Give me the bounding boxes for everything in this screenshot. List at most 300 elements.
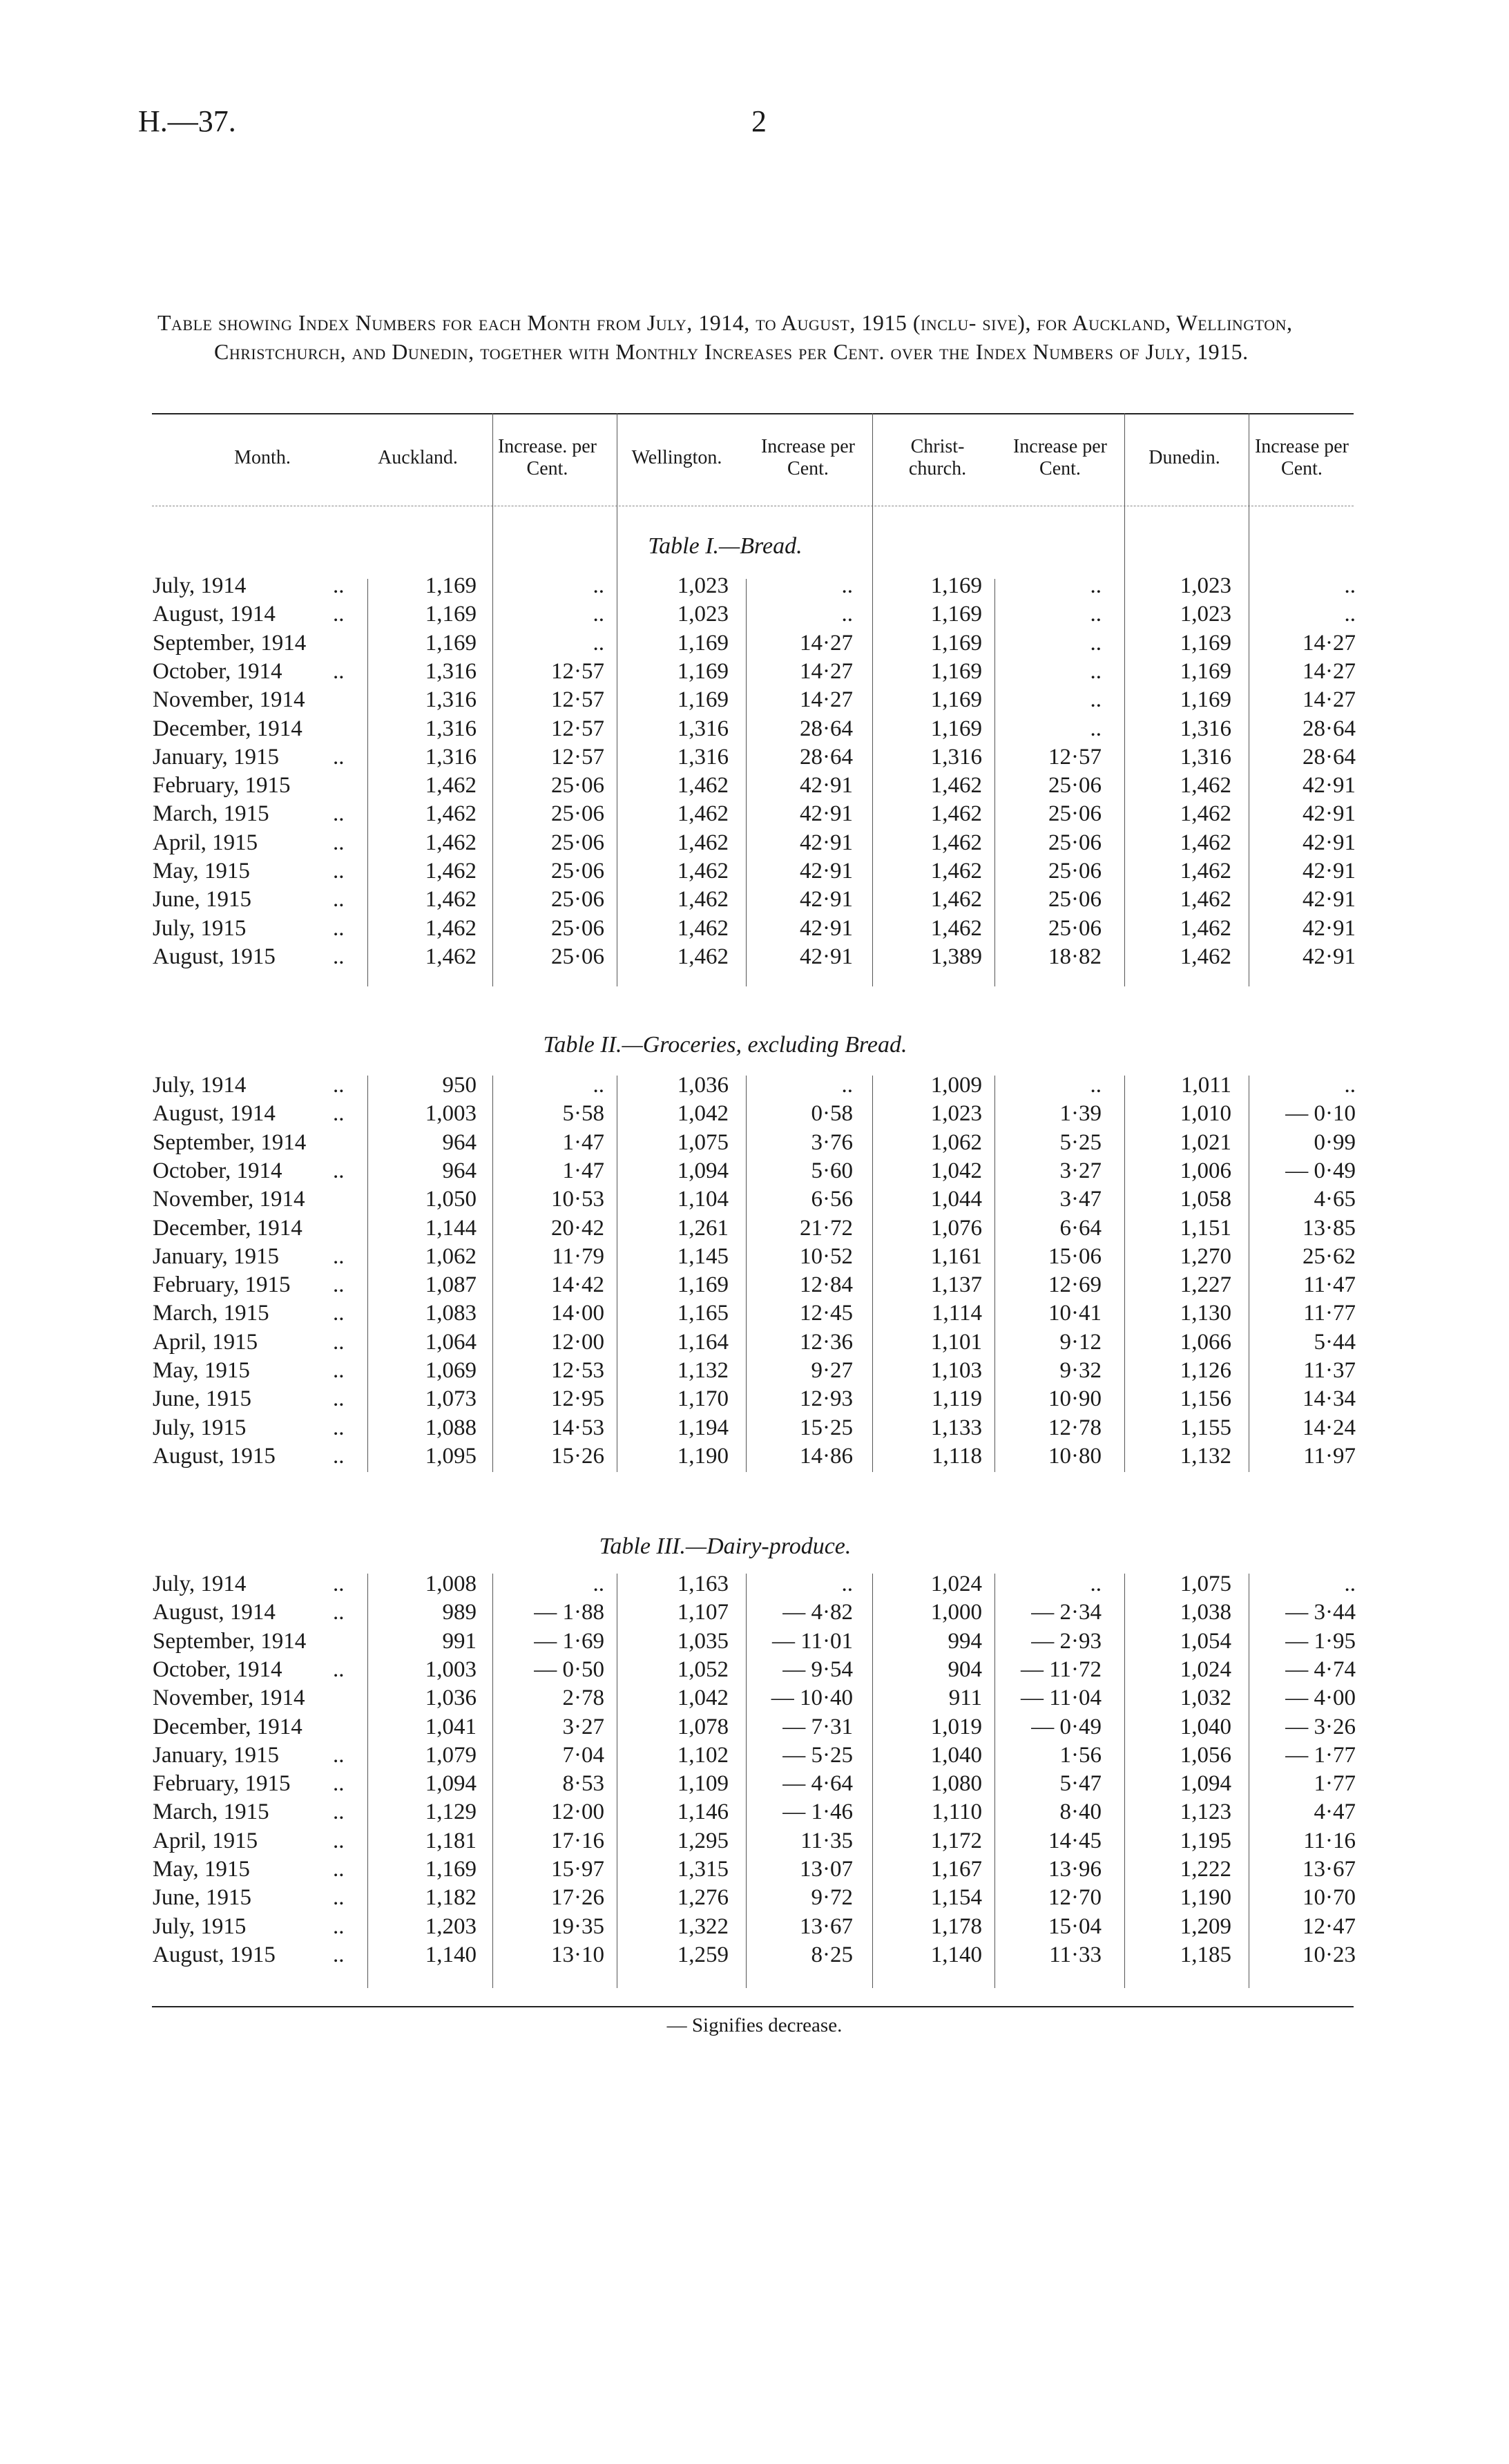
leader-dots: .. [333,1158,345,1183]
wellington-increase: — 7·31 [782,1714,853,1739]
dunedin-increase: 42·91 [1303,944,1356,969]
column-header-christchurch: Christ- church. [908,436,967,479]
table-row [0,1657,1509,1685]
auckland-increase: 12·00 [551,1799,604,1825]
wellington-increase: .. [841,1572,853,1596]
christchurch-value: 1,462 [930,915,982,941]
wellington-increase: .. [841,1073,853,1098]
auckland-value: 1,003 [425,1101,477,1127]
auckland-increase: 25·06 [551,830,604,855]
wellington-increase: 12·45 [800,1301,853,1326]
auckland-increase: 2·78 [562,1685,604,1711]
auckland-increase: 14·00 [551,1301,604,1326]
auckland-value: 1,087 [425,1272,477,1298]
month-cell: August, 1915 [153,944,276,969]
auckland-value: 964 [442,1158,477,1183]
christchurch-value: 1,462 [930,830,982,855]
wellington-value: 1,462 [677,915,729,941]
wellington-increase: 9·72 [811,1885,853,1911]
auckland-increase: 14·42 [551,1272,604,1298]
dunedin-value: 1,222 [1180,1857,1231,1882]
month-cell: July, 1914 [153,573,247,598]
dunedin-value: 1,032 [1180,1685,1231,1711]
dunedin-value: 1,316 [1180,716,1231,741]
leader-dots: .. [333,1799,345,1825]
auckland-increase: 25·06 [551,915,604,941]
wellington-value: 1,163 [677,1572,729,1596]
dunedin-increase: 25·62 [1303,1243,1356,1269]
christchurch-value: 1,118 [931,1443,982,1469]
auckland-value: 1,169 [425,602,477,627]
dunedin-increase: 11·77 [1303,1301,1356,1326]
table-row [0,573,1509,602]
dunedin-value: 1,010 [1180,1101,1231,1127]
christchurch-increase: — 11·72 [1020,1656,1102,1682]
leader-dots: .. [333,1272,345,1298]
christchurch-increase: .. [1090,716,1102,741]
auckland-increase: 25·06 [551,859,604,884]
auckland-value: 1,462 [425,859,477,884]
dunedin-value: 1,195 [1180,1828,1231,1853]
dunedin-increase: .. [1344,1073,1356,1098]
dunedin-increase: 42·91 [1303,830,1356,855]
wellington-increase: 14·27 [800,687,853,713]
christchurch-increase: 13·96 [1048,1857,1102,1882]
dunedin-increase: 42·91 [1303,887,1356,913]
auckland-increase: .. [593,573,604,598]
dunedin-increase: .. [1344,573,1356,598]
dunedin-increase: — 4·74 [1285,1656,1356,1682]
christchurch-value: 1,140 [930,1942,982,1967]
wellington-increase: 14·27 [800,658,853,684]
dunedin-value: 1,209 [1180,1913,1231,1939]
dunedin-value: 1,126 [1180,1358,1231,1383]
table-row [0,1857,1509,1885]
christchurch-increase: 18·82 [1048,944,1102,969]
auckland-increase: 15·97 [551,1857,604,1882]
christchurch-value: 1,062 [930,1129,982,1155]
dunedin-value: 1,066 [1180,1329,1231,1355]
dunedin-value: 1,023 [1180,602,1231,627]
dunedin-value: 1,056 [1180,1742,1231,1768]
christchurch-value: 1,023 [930,1101,982,1127]
table-row [0,716,1509,745]
auckland-value: 1,050 [425,1187,477,1212]
auckland-value: 1,036 [425,1685,477,1711]
auckland-increase: 25·06 [551,887,604,913]
table-row [0,1885,1509,1913]
wellington-value: 1,036 [677,1073,729,1098]
wellington-increase: 42·91 [800,915,853,941]
dunedin-value: 1,316 [1180,744,1231,770]
table-row [0,1272,1509,1301]
table-row [0,916,1509,944]
leader-dots: .. [333,602,345,627]
leader-dots: .. [333,1301,345,1326]
column-header-dunedin: Dunedin. [1148,447,1220,468]
wellington-increase: — 4·64 [782,1771,853,1797]
table-row [0,1301,1509,1329]
table-row [0,1914,1509,1942]
christchurch-increase: 10·41 [1048,1301,1102,1326]
table-row [0,1101,1509,1129]
month-cell: May, 1915 [153,1358,250,1383]
dunedin-value: 1,094 [1180,1771,1231,1797]
table-row [0,1444,1509,1472]
month-cell: July, 1915 [153,1913,247,1939]
leader-dots: .. [333,1243,345,1269]
wellington-value: 1,462 [677,944,729,969]
column-header-month: Month. [234,447,291,468]
christchurch-value: 1,167 [930,1857,982,1882]
auckland-value: 1,064 [425,1329,477,1355]
column-header-christchurch-pct: Increase per Cent. [1012,436,1107,479]
dunedin-increase: 13·67 [1303,1857,1356,1882]
wellington-value: 1,194 [677,1415,729,1440]
leader-dots: .. [333,801,345,827]
dunedin-value: 1,462 [1180,915,1231,941]
wellington-increase: 42·91 [800,830,853,855]
christchurch-increase: 6·64 [1059,1215,1102,1241]
wellington-value: 1,322 [677,1913,729,1939]
christchurch-value: 1,178 [930,1913,982,1939]
auckland-increase: 7·04 [562,1742,604,1768]
month-cell: March, 1915 [153,1799,269,1825]
dunedin-increase: 28·64 [1303,716,1356,741]
auckland-increase: 25·06 [551,801,604,827]
dunedin-increase: 4·65 [1314,1187,1356,1212]
month-cell: December, 1914 [153,716,302,741]
wellington-value: 1,190 [677,1443,729,1469]
christchurch-increase: 10·80 [1048,1443,1102,1469]
auckland-value: 1,088 [425,1415,477,1440]
christchurch-value: 911 [948,1685,982,1711]
christchurch-value: 1,009 [930,1073,982,1098]
month-cell: March, 1915 [153,1301,269,1326]
christchurch-increase: — 0·49 [1031,1714,1102,1739]
leader-dots: .. [333,1600,345,1625]
auckland-value: 1,462 [425,887,477,913]
auckland-value: 1,079 [425,1742,477,1768]
auckland-value: 1,062 [425,1243,477,1269]
leader-dots: .. [333,915,345,941]
month-cell: July, 1914 [153,1073,247,1098]
dunedin-value: 1,058 [1180,1187,1231,1212]
christchurch-value: 1,137 [930,1272,982,1298]
leader-dots: .. [333,1857,345,1882]
wellington-value: 1,169 [677,687,729,713]
auckland-increase: 11·79 [552,1243,604,1269]
month-cell: April, 1915 [153,830,258,855]
christchurch-increase: .. [1090,687,1102,713]
christchurch-value: 1,169 [930,687,982,713]
month-cell: May, 1915 [153,859,250,884]
dunedin-increase: 11·47 [1303,1272,1356,1298]
christchurch-increase: 25·06 [1048,801,1102,827]
auckland-increase: 14·53 [551,1415,604,1440]
wellington-increase: 28·64 [800,744,853,770]
auckland-increase: 12·57 [551,716,604,741]
auckland-value: 1,003 [425,1656,477,1682]
table-row [0,1130,1509,1158]
dunedin-increase: .. [1344,602,1356,627]
dunedin-value: 1,462 [1180,944,1231,969]
dunedin-value: 1,023 [1180,573,1231,598]
wellington-increase: — 10·40 [771,1685,853,1711]
christchurch-increase: 25·06 [1048,773,1102,799]
auckland-value: 989 [442,1600,477,1625]
christchurch-value: 1,024 [930,1572,982,1596]
wellington-increase: 0·58 [811,1101,853,1127]
table-row [0,801,1509,830]
auckland-increase: — 1·69 [534,1628,604,1654]
table-row [0,1743,1509,1771]
auckland-increase: 17·26 [551,1885,604,1911]
wellington-value: 1,107 [677,1600,729,1625]
christchurch-value: 1,316 [930,744,982,770]
dunedin-increase: — 0·10 [1285,1101,1356,1127]
christchurch-value: 1,462 [930,801,982,827]
column-header-auckland-pct: Increase. per Cent. [497,436,597,479]
dunedin-increase: 42·91 [1303,859,1356,884]
christchurch-value: 1,040 [930,1742,982,1768]
christchurch-value: 1,169 [930,573,982,598]
month-cell: May, 1915 [153,1857,250,1882]
leader-dots: .. [333,744,345,770]
dunedin-increase: — 0·49 [1285,1158,1356,1183]
header-top-rule [152,413,1354,414]
month-cell: August, 1915 [153,1443,276,1469]
table-row [0,1187,1509,1215]
table-row [0,687,1509,716]
dunedin-increase: 42·91 [1303,915,1356,941]
auckland-value: 1,182 [425,1885,477,1911]
wellington-value: 1,132 [677,1358,729,1383]
wellington-increase: — 1·46 [782,1799,853,1825]
table-row [0,602,1509,630]
christchurch-increase: 3·27 [1059,1158,1102,1183]
auckland-value: 1,462 [425,944,477,969]
wellington-value: 1,276 [677,1885,729,1911]
auckland-value: 950 [442,1073,477,1098]
christchurch-value: 1,110 [931,1799,982,1825]
month-cell: September, 1914 [153,630,307,656]
wellington-increase: 13·07 [800,1857,853,1882]
dunedin-value: 1,021 [1180,1129,1231,1155]
christchurch-increase: 12·57 [1048,744,1102,770]
christchurch-value: 994 [948,1628,982,1654]
wellington-increase: 12·36 [800,1329,853,1355]
wellington-increase: — 9·54 [782,1656,853,1682]
wellington-value: 1,052 [677,1656,729,1682]
wellington-value: 1,462 [677,773,729,799]
dunedin-value: 1,169 [1180,687,1231,713]
dunedin-value: 1,462 [1180,830,1231,855]
table-row [0,830,1509,859]
leader-dots: .. [333,1572,345,1596]
document-reference: H.—37. [138,104,236,138]
table-row [0,1158,1509,1187]
dunedin-value: 1,024 [1180,1656,1231,1682]
dunedin-value: 1,155 [1180,1415,1231,1440]
month-cell: August, 1914 [153,1600,276,1625]
christchurch-increase: .. [1090,1572,1102,1596]
month-cell: December, 1914 [153,1215,302,1241]
wellington-increase: 10·52 [800,1243,853,1269]
column-header-wellington: Wellington. [631,447,722,468]
auckland-increase: 25·06 [551,944,604,969]
wellington-value: 1,316 [677,744,729,770]
wellington-value: 1,094 [677,1158,729,1183]
christchurch-increase: .. [1090,1073,1102,1098]
table-row [0,887,1509,915]
table-row [0,944,1509,973]
leader-dots: .. [333,1771,345,1797]
leader-dots: .. [333,944,345,969]
month-cell: September, 1914 [153,1628,307,1654]
dunedin-increase: 12·47 [1303,1913,1356,1939]
table-row [0,1330,1509,1358]
wellington-increase: 42·91 [800,859,853,884]
dunedin-increase: 14·27 [1303,658,1356,684]
table-row [0,1629,1509,1657]
leader-dots: .. [333,1885,345,1911]
month-cell: April, 1915 [153,1828,258,1853]
auckland-value: 1,169 [425,1857,477,1882]
leader-dots: .. [333,859,345,884]
christchurch-increase: 12·78 [1048,1415,1102,1440]
christchurch-value: 1,044 [930,1187,982,1212]
christchurch-increase: 11·33 [1049,1942,1102,1967]
table-row [0,1942,1509,1971]
wellington-increase: — 11·01 [771,1628,853,1654]
wellington-value: 1,145 [677,1243,729,1269]
wellington-increase: 5·60 [811,1158,853,1183]
christchurch-value: 1,000 [930,1600,982,1625]
wellington-increase: — 5·25 [782,1742,853,1768]
christchurch-value: 1,103 [930,1358,982,1383]
wellington-value: 1,462 [677,887,729,913]
auckland-increase: 12·57 [551,744,604,770]
auckland-value: 1,169 [425,630,477,656]
month-cell: August, 1914 [153,1101,276,1127]
leader-dots: .. [333,1386,345,1412]
month-cell: February, 1915 [153,1771,291,1797]
month-cell: June, 1915 [153,1885,251,1911]
dunedin-value: 1,462 [1180,773,1231,799]
title-line-2: sive), for Auckland, Wellington, Christchurch, and Dunedin, together with Monthly [214,310,1293,364]
leader-dots: .. [333,1443,345,1469]
wellington-value: 1,146 [677,1799,729,1825]
christchurch-increase: .. [1090,573,1102,598]
month-cell: February, 1915 [153,773,291,799]
dunedin-increase: 1·77 [1314,1771,1356,1797]
christchurch-value: 904 [948,1656,982,1682]
christchurch-increase: 8·40 [1059,1799,1102,1825]
christchurch-increase: — 2·93 [1031,1628,1102,1654]
wellington-value: 1,169 [677,630,729,656]
christchurch-value: 1,114 [931,1301,982,1326]
dunedin-increase: — 1·95 [1285,1628,1356,1654]
section-title-dairy-produce: Table III.—Dairy-produce. [599,1534,852,1559]
christchurch-increase: 12·69 [1048,1272,1102,1298]
leader-dots: .. [333,1415,345,1440]
auckland-increase: .. [593,1073,604,1098]
month-cell: February, 1915 [153,1272,291,1298]
christchurch-increase: 25·06 [1048,887,1102,913]
auckland-increase: 12·57 [551,687,604,713]
auckland-value: 1,094 [425,1771,477,1797]
dunedin-value: 1,462 [1180,887,1231,913]
table-row [0,1244,1509,1272]
auckland-value: 1,316 [425,744,477,770]
auckland-value: 1,095 [425,1443,477,1469]
table-row [0,1386,1509,1415]
wellington-value: 1,462 [677,830,729,855]
dunedin-value: 1,075 [1180,1572,1231,1596]
christchurch-value: 1,389 [930,944,982,969]
dunedin-increase: — 3·26 [1285,1714,1356,1739]
christchurch-value: 1,172 [930,1828,982,1853]
dunedin-increase: .. [1344,1572,1356,1596]
month-cell: August, 1915 [153,1942,276,1967]
wellington-value: 1,315 [677,1857,729,1882]
wellington-increase: 42·91 [800,773,853,799]
table-row [0,1572,1509,1600]
christchurch-increase: — 11·04 [1020,1685,1102,1711]
table-row [0,1415,1509,1444]
wellington-value: 1,104 [677,1187,729,1212]
christchurch-value: 1,101 [930,1329,982,1355]
wellington-increase: 42·91 [800,801,853,827]
christchurch-value: 1,161 [930,1243,982,1269]
dunedin-value: 1,156 [1180,1386,1231,1412]
christchurch-increase: 14·45 [1048,1828,1102,1853]
dunedin-increase: 5·44 [1314,1329,1356,1355]
auckland-increase: 10·53 [551,1187,604,1212]
table-row [0,745,1509,773]
christchurch-value: 1,169 [930,716,982,741]
wellington-value: 1,035 [677,1628,729,1654]
leader-dots: .. [333,1913,345,1939]
month-cell: July, 1914 [153,1572,247,1596]
column-header-wellington-pct: Increase per Cent. [760,436,855,479]
table-row [0,1715,1509,1743]
table-row [0,1216,1509,1244]
wellington-value: 1,023 [677,573,729,598]
christchurch-value: 1,462 [930,859,982,884]
month-cell: July, 1915 [153,915,247,941]
leader-dots: .. [333,658,345,684]
month-cell: September, 1914 [153,1129,307,1155]
christchurch-value: 1,042 [930,1158,982,1183]
christchurch-increase: .. [1090,630,1102,656]
auckland-value: 1,462 [425,801,477,827]
title-line-1: Table showing Index Numbers for each Month from July, 1914, to August, 1915 (inclu- [157,310,977,335]
christchurch-value: 1,169 [930,658,982,684]
auckland-value: 1,129 [425,1799,477,1825]
month-cell: January, 1915 [153,744,279,770]
month-cell: August, 1914 [153,602,276,627]
table-title [157,308,1430,366]
table-row [0,1358,1509,1386]
table-row [0,859,1509,887]
auckland-increase: 20·42 [551,1215,604,1241]
christchurch-value: 1,169 [930,630,982,656]
wellington-value: 1,261 [677,1215,729,1241]
wellington-value: 1,109 [677,1771,729,1797]
wellington-value: 1,075 [677,1129,729,1155]
